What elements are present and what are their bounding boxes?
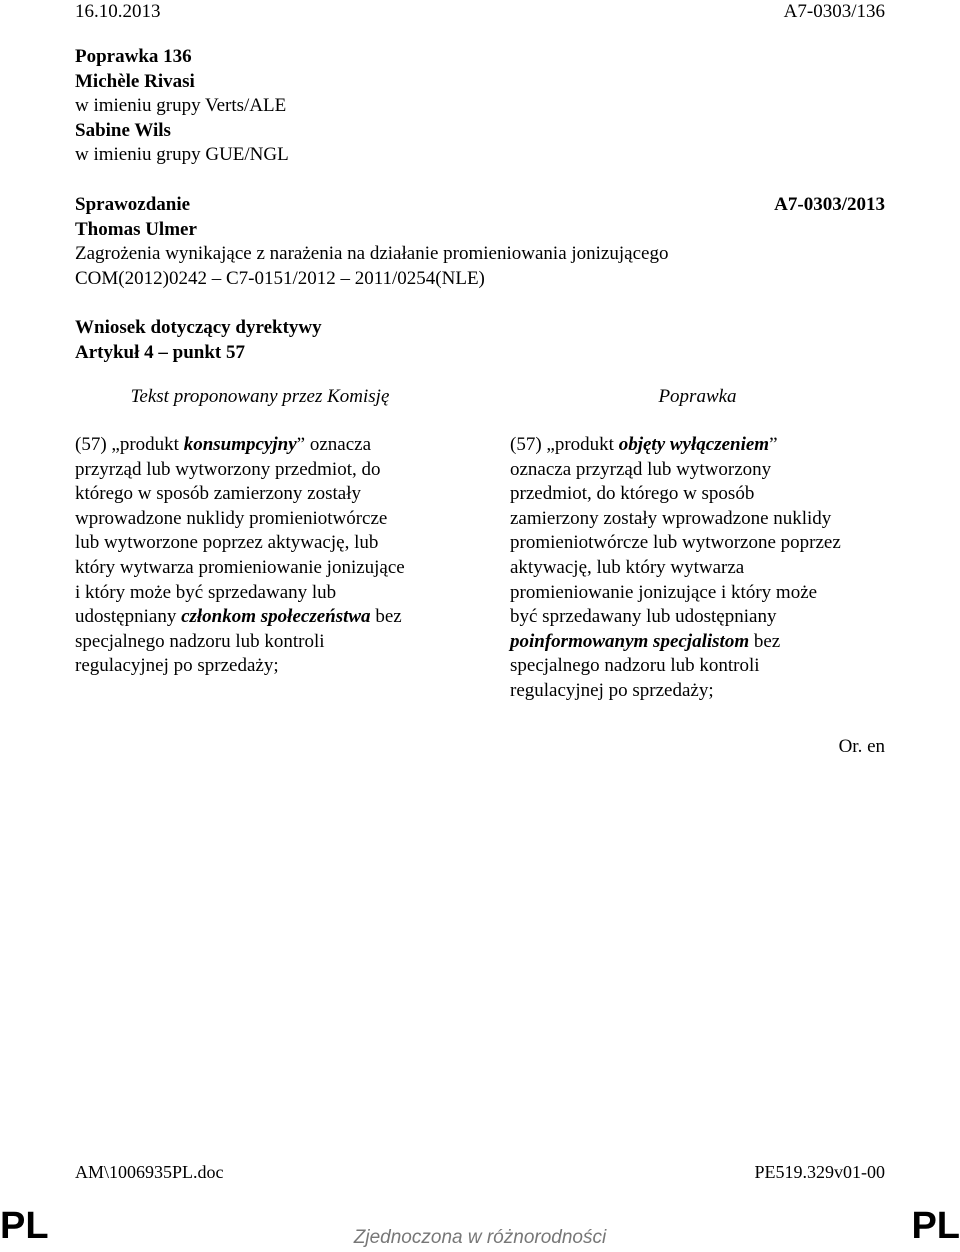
amendment-line: promieniowanie jonizujące i który może bbox=[510, 581, 818, 603]
text-run: udostępniany bbox=[75, 606, 182, 628]
report-rapporteur: Thomas Ulmer bbox=[75, 218, 197, 240]
changed-term: członkom społeczeństwa bbox=[181, 606, 371, 628]
commission-line: który wytwarza promieniowanie jonizujące bbox=[75, 556, 405, 578]
amendment-group-1: w imieniu grupy Verts/ALE bbox=[75, 95, 287, 117]
commission-line: którego w sposób zamierzony zostały bbox=[75, 483, 361, 505]
text-run: bez bbox=[370, 606, 402, 628]
footer-pe-number: PE519.329v01-00 bbox=[754, 1162, 885, 1182]
header-date: 16.10.2013 bbox=[75, 1, 161, 22]
report-block bbox=[75, 193, 885, 291]
amendment-line bbox=[510, 630, 900, 655]
changed-term: konsumpcyjny bbox=[183, 434, 297, 455]
amendment-line: promieniotwórcze lub wytworzone poprzez bbox=[510, 532, 841, 554]
proposal-block bbox=[75, 316, 885, 365]
commission-text bbox=[75, 433, 475, 679]
text-run: ” bbox=[769, 434, 778, 455]
report-label: Sprawozdanie bbox=[75, 194, 191, 215]
original-language: Or. en bbox=[838, 736, 885, 757]
commission-line: specjalnego nadzoru lub kontroli bbox=[75, 630, 325, 652]
commission-line bbox=[75, 605, 475, 630]
footer-language-left: PL bbox=[0, 1205, 49, 1247]
text-run: (57) „produkt bbox=[75, 434, 184, 455]
amendment-block bbox=[75, 45, 885, 168]
changed-term: poinformowanym specjalistom bbox=[510, 630, 750, 652]
footer-language-right: PL bbox=[911, 1205, 960, 1247]
text-run: bez bbox=[749, 630, 781, 652]
commission-line: lub wytworzone poprzez aktywację, lub bbox=[75, 532, 379, 554]
report-subject: Zagrożenia wynikające z narażenia na działanie promieniowania jonizującego bbox=[75, 243, 669, 265]
footer-motto: Zjednoczona w różnorodności bbox=[353, 1227, 607, 1248]
column-header-amendment: Poprawka bbox=[658, 386, 737, 407]
proposal-title: Wniosek dotyczący dyrektywy bbox=[75, 317, 322, 338]
commission-line: regulacyjnej po sprzedaży; bbox=[75, 655, 279, 677]
changed-term: objęty wyłączeniem bbox=[618, 434, 770, 455]
amendment-line: regulacyjnej po sprzedaży; bbox=[510, 679, 714, 701]
text-run: ” oznacza bbox=[296, 434, 372, 455]
footer-document: AM\1006935PL.doc bbox=[75, 1162, 224, 1182]
proposal-article: Artykuł 4 – punkt 57 bbox=[75, 341, 245, 363]
amendment-line: oznacza przyrząd lub wytworzony bbox=[510, 458, 772, 480]
amendment-group-2: w imieniu grupy GUE/NGL bbox=[75, 144, 289, 166]
commission-line: wprowadzone nuklidy promieniotwórcze bbox=[75, 507, 388, 529]
amendment-line: zamierzony zostały wprowadzone nuklidy bbox=[510, 507, 832, 529]
amendment-line: aktywację, lub który wytwarza bbox=[510, 556, 745, 578]
amendment-text bbox=[510, 433, 900, 704]
amendment-author-2: Sabine Wils bbox=[75, 119, 171, 141]
amendment-line bbox=[510, 433, 900, 458]
amendment-author-1: Michèle Rivasi bbox=[75, 70, 195, 92]
amendment-line: specjalnego nadzoru lub kontroli bbox=[510, 655, 760, 677]
commission-line: i który może być sprzedawany lub bbox=[75, 581, 337, 603]
amendment-line: być sprzedawany lub udostępniany bbox=[510, 606, 777, 628]
header-reference: A7-0303/136 bbox=[783, 1, 885, 22]
amendment-line: przedmiot, do którego w sposób bbox=[510, 483, 755, 505]
text-run: (57) „produkt bbox=[510, 434, 619, 455]
amendment-title: Poprawka 136 bbox=[75, 46, 192, 67]
report-procedure: COM(2012)0242 – C7-0151/2012 – 2011/0254(NLE) bbox=[75, 267, 485, 289]
column-header-commission: Tekst proponowany przez Komisję bbox=[130, 386, 390, 407]
commission-line bbox=[75, 433, 475, 458]
commission-line: przyrząd lub wytworzony przedmiot, do bbox=[75, 458, 381, 480]
report-reference: A7-0303/2013 bbox=[774, 194, 885, 215]
